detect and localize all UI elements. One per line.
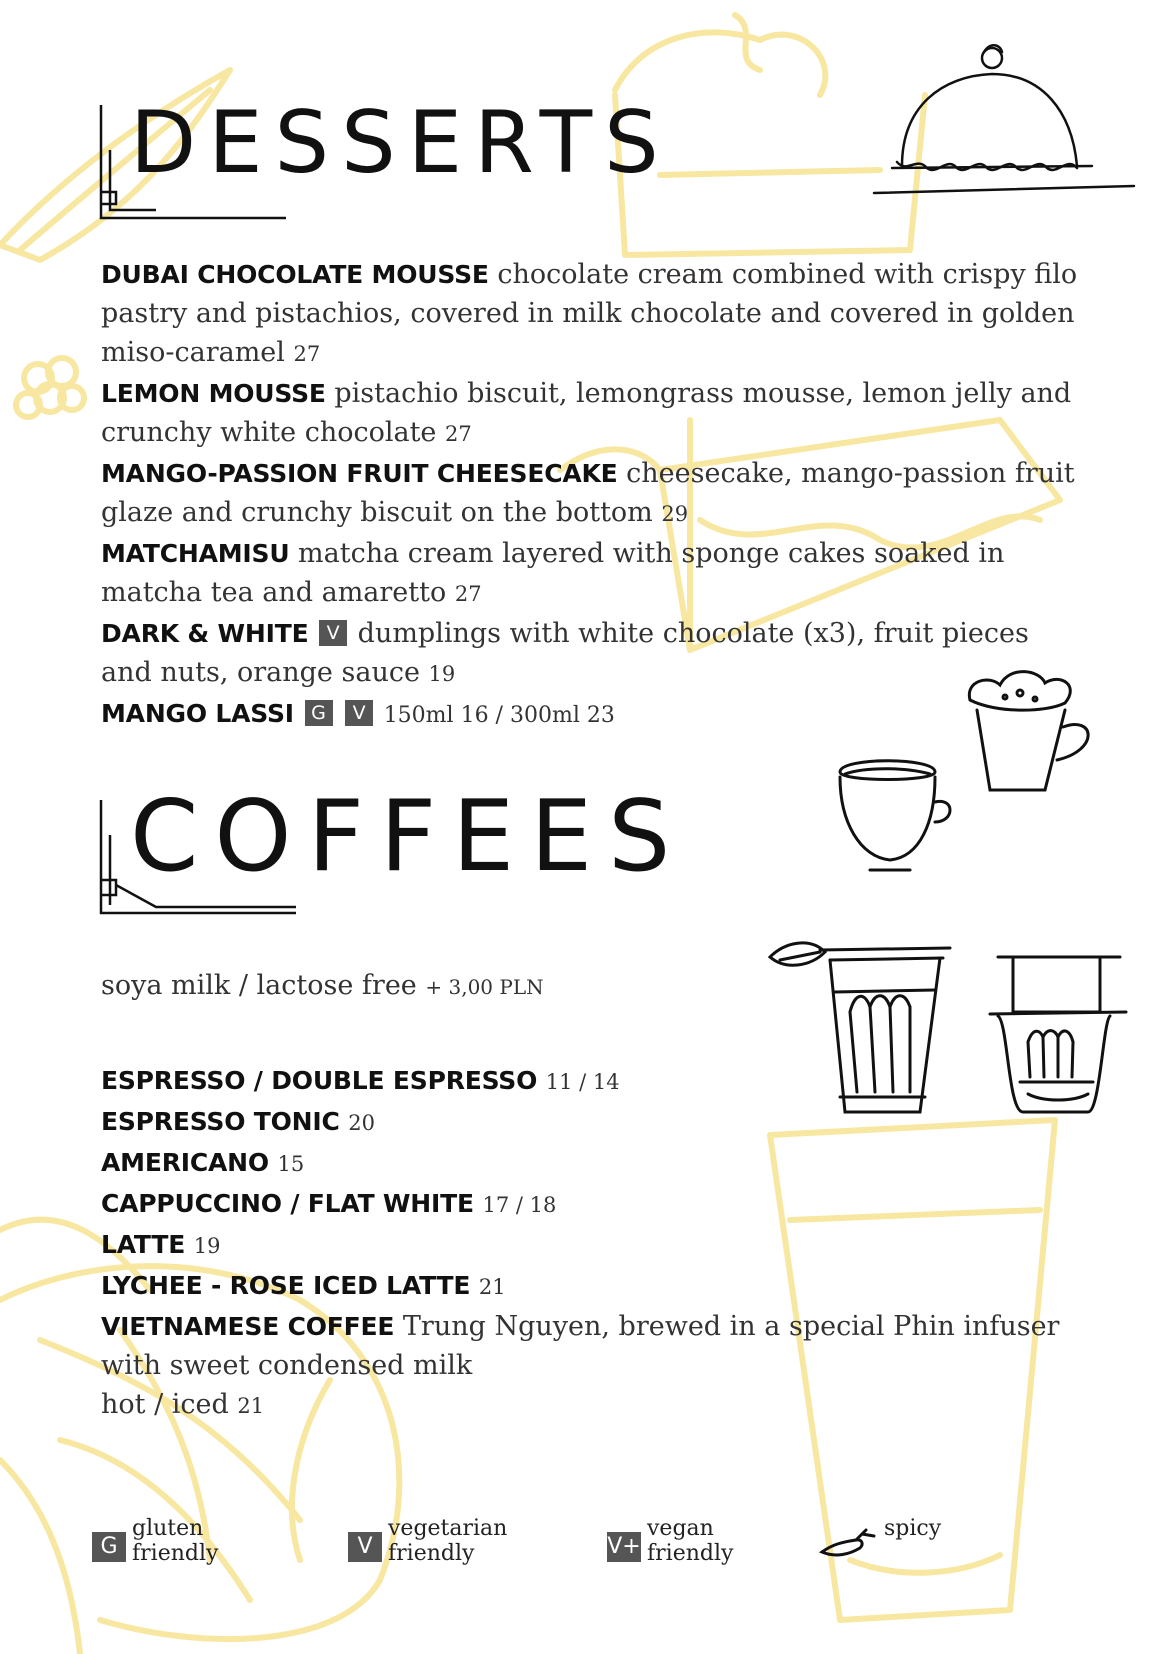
item-name: VIETNAMESE COFFEE — [101, 1312, 395, 1341]
legend-gluten-friendly — [92, 1516, 292, 1566]
legend-label: friendly — [647, 1541, 734, 1566]
dessert-item — [101, 694, 1081, 735]
gluten-friendly-badge: G — [92, 1532, 126, 1562]
item-name: LATTE — [101, 1230, 186, 1259]
item-name: MANGO-PASSION FRUIT CHEESECAKE — [101, 459, 618, 488]
item-description: dumplings with white chocolate (x3), fruit pieces and nuts, orange sauce — [101, 618, 1029, 688]
legend-label: friendly — [388, 1541, 475, 1566]
item-price: 27 — [454, 582, 482, 606]
dessert-item — [101, 255, 1081, 374]
item-name: MATCHAMISU — [101, 539, 290, 568]
item-name: DUBAI CHOCOLATE MOUSSE — [101, 260, 489, 289]
coffees-title: COFFEES — [130, 780, 687, 894]
item-description: cheesecake, mango-passion fruit glaze and crunchy biscuit on the bottom — [101, 458, 1075, 528]
legend-spicy — [818, 1516, 1044, 1562]
item-name: LYCHEE - ROSE ICED LATTE — [101, 1271, 471, 1300]
item-price: 27 — [293, 342, 321, 366]
coffee-item — [101, 1266, 1081, 1307]
legend-vegan — [607, 1516, 807, 1566]
coffee-item — [101, 1184, 1081, 1225]
item-price: 15 — [277, 1152, 305, 1176]
legend-label: gluten friendly — [132, 1516, 219, 1566]
vegetarian-badge: V — [319, 620, 347, 646]
item-price: 150ml 16 / 300ml 23 — [383, 703, 615, 728]
vegan-badge: V+ — [607, 1532, 641, 1562]
item-description: matcha cream layered with sponge cakes soaked in matcha tea and amaretto — [101, 538, 1005, 608]
item-name: ESPRESSO / DOUBLE ESPRESSO — [101, 1066, 538, 1095]
desserts-list — [101, 255, 1081, 735]
legend-label: vegetarian — [388, 1516, 508, 1541]
legend-label: vegan — [647, 1516, 714, 1541]
item-name: DARK & WHITE — [101, 619, 309, 648]
vegetarian-badge: V — [345, 700, 373, 726]
item-serving: hot / iced — [101, 1389, 229, 1420]
legend-vegetarian — [348, 1516, 548, 1566]
coffee-item — [101, 1102, 1081, 1143]
milk-surcharge: + 3,00 PLN — [425, 975, 544, 999]
coffee-item — [101, 1307, 1081, 1426]
coffee-item — [101, 1061, 1081, 1102]
item-name: LEMON MOUSSE — [101, 379, 326, 408]
coffees-list — [101, 1061, 1081, 1426]
item-price: 21 — [478, 1275, 506, 1299]
item-name: CAPPUCCINO / FLAT WHITE — [101, 1189, 474, 1218]
item-price: 11 / 14 — [545, 1070, 620, 1094]
coffee-item — [101, 1225, 1081, 1266]
milk-options: soya milk / lactose free — [101, 970, 417, 1001]
item-description: pistachio biscuit, lemongrass mousse, lemon jelly and crunchy white chocolate — [101, 378, 1072, 448]
chili-icon — [818, 1522, 878, 1562]
dessert-item — [101, 454, 1081, 534]
item-price: 27 — [445, 422, 472, 446]
dessert-item — [101, 534, 1081, 614]
legend-label: spicy — [884, 1516, 942, 1541]
coffee-cup-icon — [835, 752, 960, 882]
item-description: Trung Nguyen, brewed in a special Phin infuser with sweet condensed milk — [101, 1311, 1060, 1381]
item-name: ESPRESSO TONIC — [101, 1107, 340, 1136]
item-price: 20 — [348, 1111, 375, 1135]
item-price: 19 — [193, 1234, 221, 1258]
item-price: 17 / 18 — [482, 1193, 557, 1217]
gluten-friendly-badge: G — [305, 700, 333, 726]
item-price: 19 — [428, 662, 456, 686]
item-price: 21 — [237, 1394, 265, 1418]
desserts-title: DESSERTS — [130, 93, 671, 193]
item-name: MANGO LASSI — [101, 699, 294, 728]
coffee-item — [101, 1143, 1081, 1184]
vegetarian-badge: V — [348, 1532, 382, 1562]
milk-option-note — [101, 970, 544, 1001]
cloche-icon — [872, 36, 1152, 201]
item-name: AMERICANO — [101, 1148, 269, 1177]
dessert-item — [101, 614, 1081, 694]
item-description: chocolate cream combined with crispy filo pastry and pistachios, covered in milk chocolate and covered in golden miso-caramel — [101, 259, 1078, 368]
item-price: 29 — [661, 502, 689, 526]
dessert-item — [101, 374, 1081, 454]
